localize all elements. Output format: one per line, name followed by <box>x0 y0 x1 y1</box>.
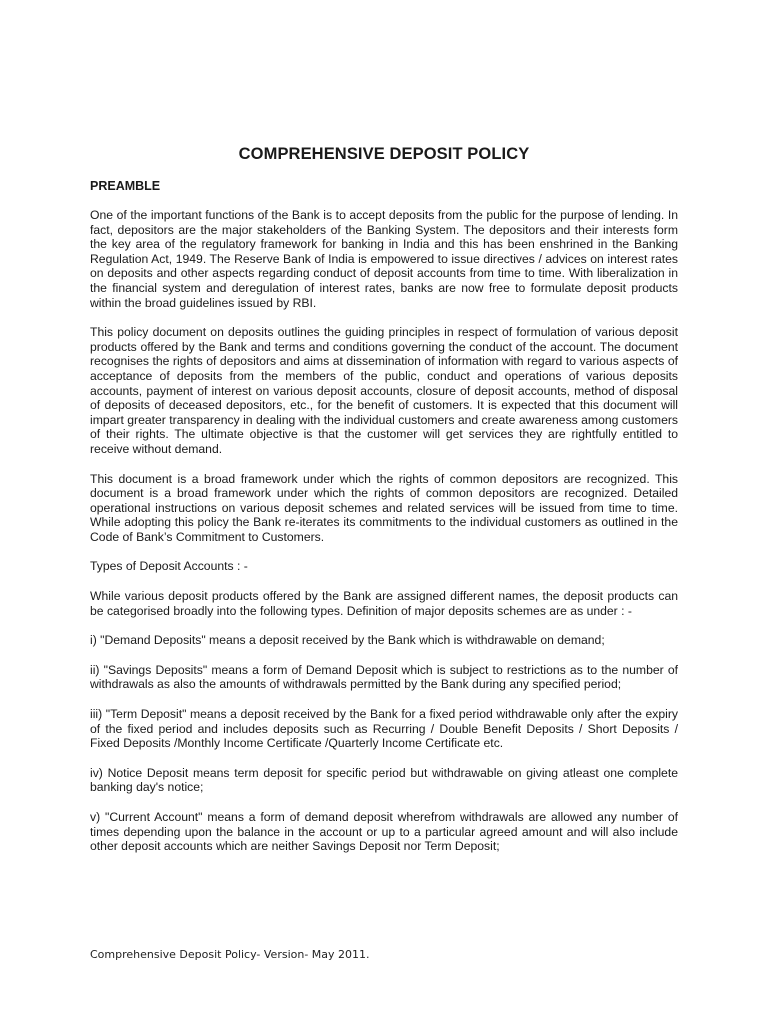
definition-savings-deposits: ii) "Savings Deposits" means a form of Demand Deposit which is subject to restrictions as to the number of withdrawals as also the amounts of withdrawals permitted by the Bank during any specified period; <box>90 662 678 692</box>
definition-demand-deposits: i) "Demand Deposits" means a deposit received by the Bank which is withdrawable on demand; <box>90 633 605 648</box>
paragraph-preamble-2: This policy document on deposits outlines the guiding principles in respect of formulation of various deposit products offered by the Bank and terms and conditions governing the conduct of the account. The document recognises the rights of depositors and aims at dissemination of information with regard to various aspects of acceptance of deposits from the members of the public, conduct and operations of various deposits accounts, payment of interest on various deposit accounts, closure of deposit accounts, method of disposal of deposits of deceased depositors, etc., for the benefit of customers. It is expected that this document will impart greater transparency in dealing with the individual customers and create awareness among customers of their rights. The ultimate objective is that the customer will get services they are rightfully entitled to receive without demand. <box>90 325 679 456</box>
definition-term-deposit: iii) "Term Deposit" means a deposit received by the Bank for a fixed period withdrawable only after the expiry of the fixed period and includes deposits such as Recurring / Double Benefit Deposits / Short Deposits / Fixed Deposits /Monthly Income Certificate /Quarterly Income Certificate etc. <box>90 707 678 751</box>
definition-current-account: v) "Current Account" means a form of demand deposit wherefrom withdrawals are allowed any number of times depending upon the balance in the account or up to a particular agreed amount and will also include other deposit accounts which are neither Savings Deposit nor Term Deposit; <box>90 810 678 854</box>
paragraph-preamble-1: One of the important functions of the Bank is to accept deposits from the public for the purpose of lending. In fact, depositors are the major stakeholders of the Banking System. The depositors and their interests form the key area of the regulatory framework for banking in India and this has been enshrined in the Banking Regulation Act, 1949. The Reserve Bank of India is empowered to issue directives / advices on interest rates on deposits and other aspects regarding conduct of deposit accounts from time to time. With liberalization in the financial system and deregulation of interest rates, banks are now free to formulate deposit products within the broad guidelines issued by RBI. <box>90 208 678 310</box>
page-footer: Comprehensive Deposit Policy- Version- May 2011. <box>90 948 370 961</box>
document-title: COMPREHENSIVE DEPOSIT POLICY <box>238 145 530 163</box>
section-heading-preamble: PREAMBLE <box>90 179 161 193</box>
document-page <box>90 0 678 1024</box>
document-body <box>90 208 678 869</box>
definition-notice-deposit: iv) Notice Deposit means term deposit for specific period but withdrawable on giving atleast one complete banking day's notice; <box>90 765 678 795</box>
paragraph-types-heading: Types of Deposit Accounts : - <box>90 559 248 574</box>
paragraph-preamble-3: This document is a broad framework under which the rights of common depositors are recognized. This document is a broad framework under which the rights of common depositors are recognized. Detailed operational instructions on various deposit schemes and related services will be issued from time to time. While adopting this policy the Bank re-iterates its commitments to the individual customers as outlined in the Code of Bank’s Commitment to Customers. <box>90 471 678 544</box>
paragraph-types-intro: While various deposit products offered by the Bank are assigned different names, the deposit products can be categorised broadly into the following types. Definition of major deposits schemes are as under : - <box>90 589 678 618</box>
